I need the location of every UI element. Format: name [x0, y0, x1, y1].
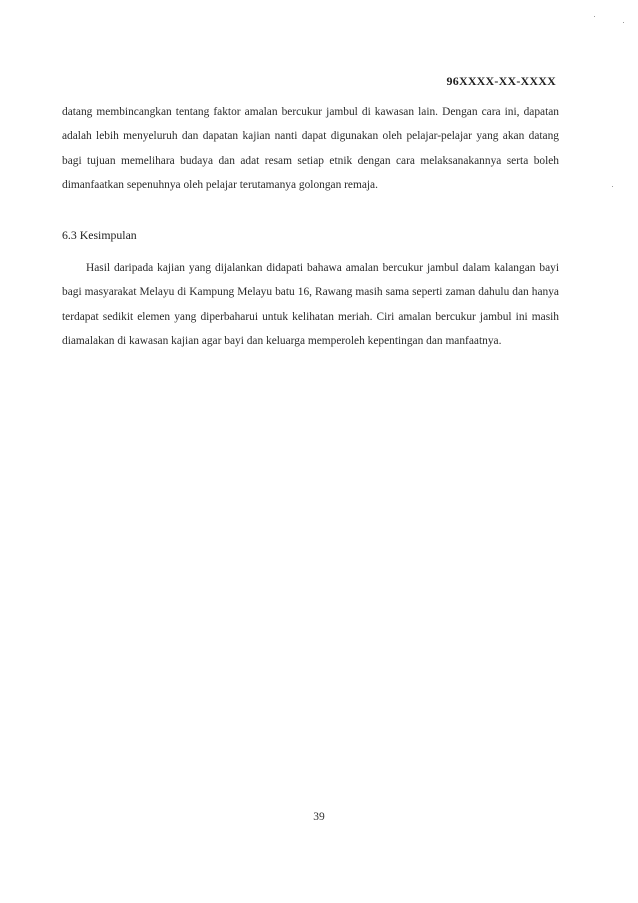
body-paragraph-2: Hasil daripada kajian yang dijalankan didapati bahawa amalan bercukur jambul dalam kalangan bayi bagi masyarakat Melayu di Kampung Melayu batu 16, Rawang masih sama seperti zaman dahulu dan hanya terdapat sedikit elemen yang diperbaharui untuk kelihatan meriah. Ciri amalan bercukur jambul ini masih diamalakan di kawasan kajian agar bayi dan keluarga memperoleh kepentingan dan manfaatnya. — [62, 262, 559, 347]
document-id: 96XXXX-XX-XXXX — [446, 74, 556, 88]
scan-speck — [623, 22, 624, 23]
section-heading: 6.3 Kesimpulan — [62, 228, 137, 242]
scan-speck — [612, 186, 613, 187]
page-number: 39 — [313, 811, 325, 823]
scan-speck — [594, 16, 595, 17]
body-paragraph-1: datang membincangkan tentang faktor amalan bercukur jambul di kawasan lain. Dengan cara ini, dapatan adalah lebih menyeluruh dan dapatan kajian nanti dapat digunakan oleh pelajar-pelajar yang akan datang bagi tujuan memelihara budaya dan adat resam setiap etnik dengan cara melaksanakannya serta boleh dimanfaatkan sepenuhnya oleh pelajar terutamanya golongan remaja. — [62, 106, 559, 191]
